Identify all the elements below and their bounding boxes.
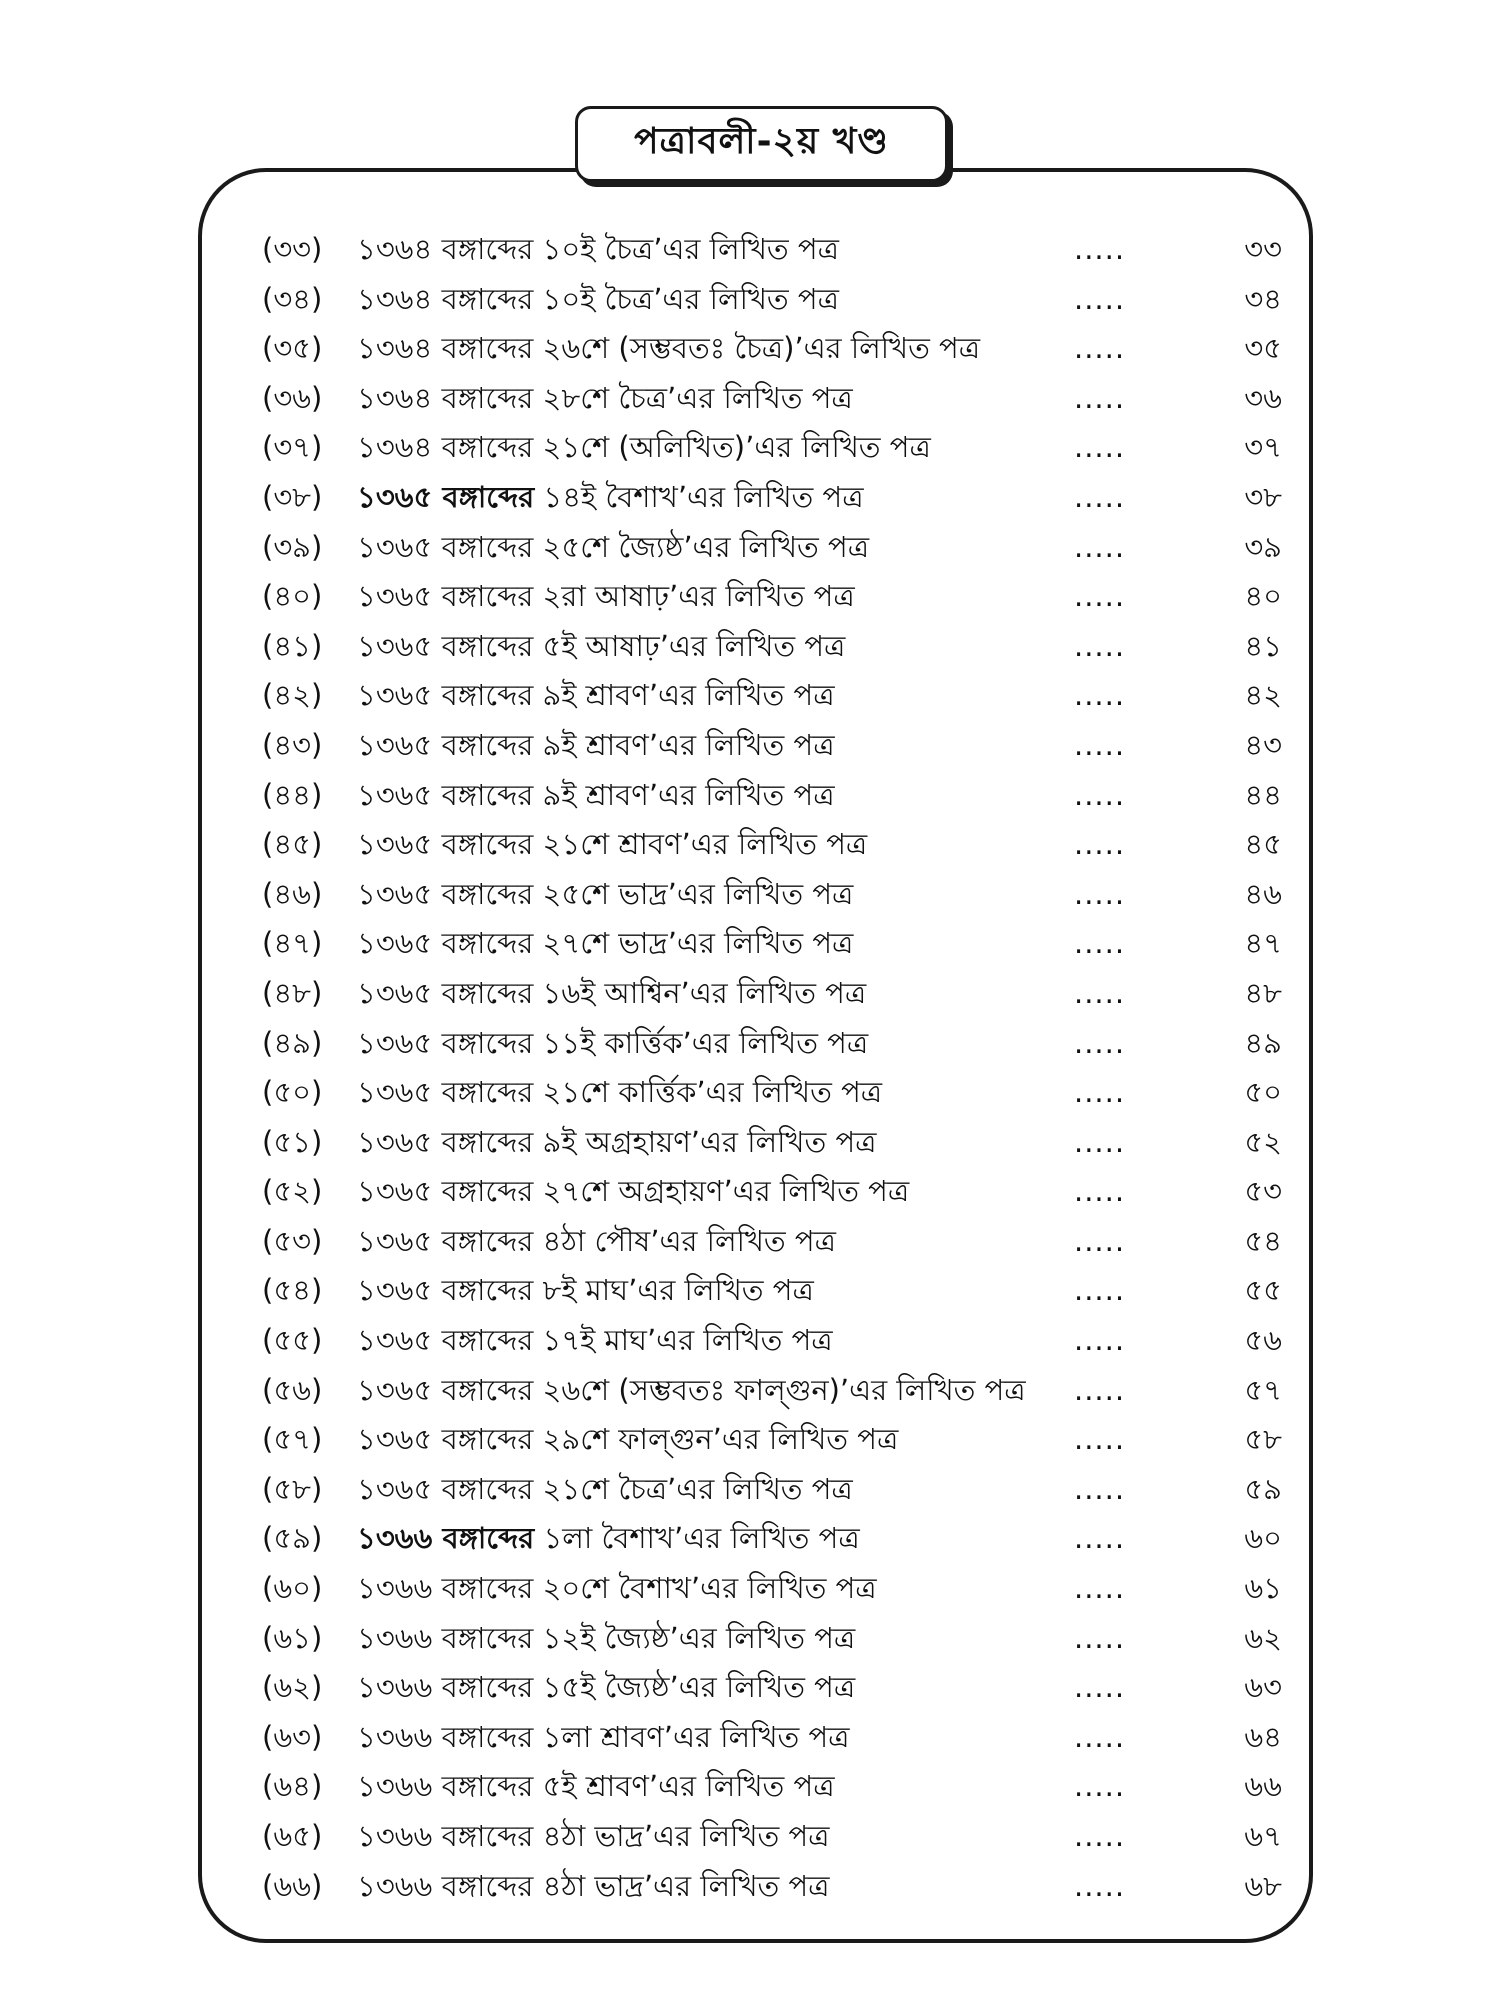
leader-dots: ..... bbox=[1074, 1868, 1126, 1903]
leader-dots: ..... bbox=[1074, 1422, 1126, 1457]
entry-title bbox=[357, 1118, 1067, 1168]
page-number: ৬০ bbox=[1244, 1521, 1282, 1556]
leader-dots: ..... bbox=[1074, 331, 1126, 366]
entry-year: ১৩৬৪ bbox=[357, 281, 433, 316]
leader-dots: ..... bbox=[1074, 926, 1126, 961]
entry-number: (৬৬) bbox=[262, 1868, 323, 1903]
entry-year-bold: ১৩৬৬ বঙ্গাব্দের bbox=[357, 1521, 535, 1556]
toc-entry bbox=[262, 1614, 1292, 1664]
page-number: ৫৫ bbox=[1244, 1273, 1282, 1308]
entry-number: (৫২) bbox=[262, 1174, 323, 1209]
title-box bbox=[575, 106, 948, 182]
entry-number: (৪০) bbox=[262, 579, 323, 614]
toc-entry bbox=[262, 771, 1292, 821]
entry-title bbox=[357, 1266, 1067, 1316]
entry-title bbox=[357, 1217, 1067, 1267]
entry-year: ১৩৬৫ bbox=[357, 579, 433, 614]
entry-year: ১৩৬৫ bbox=[357, 1025, 433, 1060]
entry-number: (৬১) bbox=[262, 1620, 323, 1655]
entry-number: (৩৩) bbox=[262, 232, 323, 266]
entry-description: বঙ্গাব্দের ১৫ই জ্যৈষ্ঠ’এর লিখিত পত্র bbox=[441, 1670, 856, 1705]
page-number: ৬৮ bbox=[1244, 1868, 1282, 1903]
entry-number: (৬৩) bbox=[262, 1719, 323, 1754]
leader-dots: ..... bbox=[1074, 777, 1126, 812]
toc-entry bbox=[262, 1266, 1292, 1316]
page-number: ৪৭ bbox=[1244, 926, 1282, 961]
entry-number: (৩৮) bbox=[262, 479, 323, 514]
entry-year: ১৩৬৪ bbox=[357, 232, 433, 266]
page-number: ৬৬ bbox=[1244, 1769, 1282, 1804]
entry-description: বঙ্গাব্দের ১০ই চৈত্র’এর লিখিত পত্র bbox=[441, 281, 839, 316]
toc-entry bbox=[262, 1019, 1292, 1069]
toc-entry bbox=[262, 523, 1292, 573]
leader-dots: ..... bbox=[1074, 1471, 1126, 1506]
entry-number: (৪২) bbox=[262, 678, 323, 713]
page-number: ৩৪ bbox=[1244, 281, 1282, 316]
entry-number: (৪১) bbox=[262, 628, 323, 663]
entry-number: (৫৩) bbox=[262, 1223, 323, 1258]
entry-number: (৫০) bbox=[262, 1075, 323, 1110]
entry-year: ১৩৬৬ bbox=[357, 1670, 433, 1705]
page-number: ৬২ bbox=[1244, 1620, 1282, 1655]
page-number: ৩৩ bbox=[1244, 232, 1282, 266]
leader-dots: ..... bbox=[1074, 1719, 1126, 1754]
entry-number: (৫৫) bbox=[262, 1323, 323, 1358]
toc-entry bbox=[262, 1514, 1292, 1564]
entry-description: বঙ্গাব্দের ১২ই জ্যৈষ্ঠ’এর লিখিত পত্র bbox=[441, 1620, 856, 1655]
entry-title bbox=[357, 721, 1067, 771]
entry-year: ১৩৬৫ bbox=[357, 827, 433, 862]
page-number: ৩৯ bbox=[1244, 529, 1282, 564]
entry-title bbox=[357, 1019, 1067, 1069]
entry-title bbox=[357, 225, 1067, 275]
entry-title bbox=[357, 1762, 1067, 1812]
leader-dots: ..... bbox=[1074, 876, 1126, 911]
page-number: ৬৩ bbox=[1244, 1670, 1282, 1705]
entry-description: বঙ্গাব্দের ৫ই শ্রাবণ’এর লিখিত পত্র bbox=[441, 1769, 835, 1804]
entry-year-bold: ১৩৬৫ বঙ্গাব্দের bbox=[357, 479, 535, 514]
leader-dots: ..... bbox=[1074, 1075, 1126, 1110]
entry-title bbox=[357, 423, 1067, 473]
table-of-contents bbox=[262, 225, 1292, 1911]
leader-dots: ..... bbox=[1074, 1124, 1126, 1159]
page-number: ৪০ bbox=[1244, 579, 1282, 614]
entry-year: ১৩৬৬ bbox=[357, 1868, 433, 1903]
entry-year: ১৩৬৪ bbox=[357, 430, 433, 465]
page-number: ৫০ bbox=[1244, 1075, 1282, 1110]
entry-year: ১৩৬৫ bbox=[357, 1471, 433, 1506]
entry-number: (৪৩) bbox=[262, 727, 323, 762]
toc-entry bbox=[262, 969, 1292, 1019]
entry-year: ১৩৬৫ bbox=[357, 926, 433, 961]
leader-dots: ..... bbox=[1074, 1223, 1126, 1258]
entry-description: বঙ্গাব্দের ২৫শে জ্যৈষ্ঠ’এর লিখিত পত্র bbox=[441, 529, 870, 564]
entry-year: ১৩৬৫ bbox=[357, 628, 433, 663]
entry-year: ১৩৬৫ bbox=[357, 1273, 433, 1308]
entry-description: ১৪ই বৈশাখ’এর লিখিত পত্র bbox=[543, 479, 864, 514]
entry-description: বঙ্গাব্দের ১৬ই আশ্বিন’এর লিখিত পত্র bbox=[441, 975, 867, 1010]
page-number: ৩৫ bbox=[1244, 331, 1282, 366]
entry-description: বঙ্গাব্দের ২৯শে ফাল্গুন’এর লিখিত পত্র bbox=[441, 1422, 899, 1457]
toc-entry bbox=[262, 1812, 1292, 1862]
entry-description: বঙ্গাব্দের ৯ই অগ্রহায়ণ’এর লিখিত পত্র bbox=[441, 1124, 877, 1159]
toc-entry bbox=[262, 572, 1292, 622]
entry-year: ১৩৬৫ bbox=[357, 1372, 433, 1407]
entry-title bbox=[357, 1167, 1067, 1217]
page-number: ৫৯ bbox=[1244, 1471, 1282, 1506]
leader-dots: ..... bbox=[1074, 827, 1126, 862]
entry-title bbox=[357, 374, 1067, 424]
toc-entry bbox=[262, 1415, 1292, 1465]
entry-year: ১৩৬৪ bbox=[357, 380, 433, 415]
entry-number: (৩৯) bbox=[262, 529, 323, 564]
entry-number: (৩৬) bbox=[262, 380, 323, 415]
entry-number: (৫৭) bbox=[262, 1422, 323, 1457]
entry-title bbox=[357, 523, 1067, 573]
entry-description: বঙ্গাব্দের ২১শে চৈত্র’এর লিখিত পত্র bbox=[441, 1471, 853, 1506]
entry-title bbox=[357, 1614, 1067, 1664]
leader-dots: ..... bbox=[1074, 1769, 1126, 1804]
leader-dots: ..... bbox=[1074, 678, 1126, 713]
entry-description: বঙ্গাব্দের ২১শে কার্ত্তিক’এর লিখিত পত্র bbox=[441, 1075, 883, 1110]
entry-year: ১৩৬৫ bbox=[357, 529, 433, 564]
page-number: ৪৯ bbox=[1244, 1025, 1282, 1060]
entry-title bbox=[357, 1465, 1067, 1515]
leader-dots: ..... bbox=[1074, 232, 1126, 266]
entry-title bbox=[357, 820, 1067, 870]
entry-year: ১৩৬৫ bbox=[357, 727, 433, 762]
entry-title bbox=[357, 1812, 1067, 1862]
page-number: ৪৩ bbox=[1244, 727, 1282, 762]
entry-year: ১৩৬৫ bbox=[357, 1223, 433, 1258]
leader-dots: ..... bbox=[1074, 1819, 1126, 1853]
entry-year: ১৩৬৬ bbox=[357, 1571, 433, 1606]
leader-dots: ..... bbox=[1074, 529, 1126, 564]
entry-number: (৩৪) bbox=[262, 281, 323, 316]
entry-description: বঙ্গাব্দের ১৭ই মাঘ’এর লিখিত পত্র bbox=[441, 1323, 833, 1358]
entry-number: (৫৯) bbox=[262, 1521, 323, 1556]
entry-description: বঙ্গাব্দের ২৬শে (সম্ভবতঃ চৈত্র)’এর লিখিত পত্র bbox=[441, 331, 981, 366]
toc-entry bbox=[262, 1366, 1292, 1416]
toc-entry bbox=[262, 1316, 1292, 1366]
toc-entry bbox=[262, 820, 1292, 870]
toc-entry bbox=[262, 622, 1292, 672]
entry-number: (৫৬) bbox=[262, 1372, 323, 1407]
entry-number: (৪৯) bbox=[262, 1025, 323, 1060]
entry-description: বঙ্গাব্দের ৪ঠা ভাদ্র’এর লিখিত পত্র bbox=[441, 1868, 830, 1903]
toc-entry bbox=[262, 1118, 1292, 1168]
entry-description: বঙ্গাব্দের ২৭শে ভাদ্র’এর লিখিত পত্র bbox=[441, 926, 854, 961]
entry-title bbox=[357, 622, 1067, 672]
leader-dots: ..... bbox=[1074, 1620, 1126, 1655]
entry-description: বঙ্গাব্দের ১লা শ্রাবণ’এর লিখিত পত্র bbox=[441, 1719, 850, 1754]
entry-number: (৪৪) bbox=[262, 777, 323, 812]
toc-entry bbox=[262, 1663, 1292, 1713]
entry-number: (৩৫) bbox=[262, 331, 323, 366]
entry-title bbox=[357, 1068, 1067, 1118]
leader-dots: ..... bbox=[1074, 1372, 1126, 1407]
entry-year: ১৩৬৫ bbox=[357, 1174, 433, 1209]
page-number: ৩৮ bbox=[1244, 479, 1282, 514]
toc-entry bbox=[262, 423, 1292, 473]
entry-title bbox=[357, 1713, 1067, 1763]
page-number: ৩৬ bbox=[1244, 380, 1282, 415]
entry-year: ১৩৬৪ bbox=[357, 331, 433, 366]
page-number: ৫৭ bbox=[1244, 1372, 1282, 1407]
entry-number: (৬০) bbox=[262, 1571, 323, 1606]
toc-entry bbox=[262, 1713, 1292, 1763]
toc-entry bbox=[262, 1465, 1292, 1515]
leader-dots: ..... bbox=[1074, 1670, 1126, 1705]
entry-year: ১৩৬৬ bbox=[357, 1719, 433, 1754]
leader-dots: ..... bbox=[1074, 1174, 1126, 1209]
entry-year: ১৩৬৫ bbox=[357, 1422, 433, 1457]
entry-year: ১৩৬৫ bbox=[357, 777, 433, 812]
entry-description: বঙ্গাব্দের ১০ই চৈত্র’এর লিখিত পত্র bbox=[441, 232, 839, 266]
page-number: ৩৭ bbox=[1244, 430, 1282, 465]
entry-year: ১৩৬৫ bbox=[357, 1075, 433, 1110]
entry-year: ১৩৬৬ bbox=[357, 1620, 433, 1655]
toc-entry bbox=[262, 374, 1292, 424]
entry-title bbox=[357, 1862, 1067, 1912]
entry-title bbox=[357, 1316, 1067, 1366]
toc-entry bbox=[262, 1564, 1292, 1614]
entry-number: (৬৪) bbox=[262, 1769, 323, 1804]
entry-title bbox=[357, 1366, 1067, 1416]
page-number: ৬৭ bbox=[1244, 1819, 1282, 1853]
toc-entry bbox=[262, 1217, 1292, 1267]
entry-description: বঙ্গাব্দের ২১শে শ্রাবণ’এর লিখিত পত্র bbox=[441, 827, 868, 862]
entry-description: বঙ্গাব্দের ৯ই শ্রাবণ’এর লিখিত পত্র bbox=[441, 777, 835, 812]
toc-entry bbox=[262, 919, 1292, 969]
entry-title bbox=[357, 572, 1067, 622]
entry-year: ১৩৬৬ bbox=[357, 1769, 433, 1804]
entry-title bbox=[357, 473, 1067, 523]
toc-entry bbox=[262, 225, 1292, 275]
entry-number: (৫৪) bbox=[262, 1273, 323, 1308]
entry-description: বঙ্গাব্দের ২১শে (অলিখিত)’এর লিখিত পত্র bbox=[441, 430, 931, 465]
entry-number: (৫১) bbox=[262, 1124, 323, 1159]
entry-description: বঙ্গাব্দের ২৬শে (সম্ভবতঃ ফাল্গুন)’এর লিখিত পত্র bbox=[441, 1372, 1026, 1407]
page-number: ৫৬ bbox=[1244, 1323, 1282, 1358]
entry-description: বঙ্গাব্দের ২৫শে ভাদ্র’এর লিখিত পত্র bbox=[441, 876, 854, 911]
page-number: ৬৪ bbox=[1244, 1719, 1282, 1754]
entry-title bbox=[357, 324, 1067, 374]
entry-description: বঙ্গাব্দের ১১ই কার্ত্তিক’এর লিখিত পত্র bbox=[441, 1025, 869, 1060]
entry-number: (৪৫) bbox=[262, 827, 323, 862]
entry-number: (৪৮) bbox=[262, 975, 323, 1010]
page-number: ৪৬ bbox=[1244, 876, 1282, 911]
leader-dots: ..... bbox=[1074, 727, 1126, 762]
page-number: ৪৫ bbox=[1244, 827, 1282, 862]
entry-description: বঙ্গাব্দের ২রা আষাঢ়’এর লিখিত পত্র bbox=[441, 579, 855, 614]
leader-dots: ..... bbox=[1074, 479, 1126, 514]
leader-dots: ..... bbox=[1074, 380, 1126, 415]
entry-description: বঙ্গাব্দের ৫ই আষাঢ়’এর লিখিত পত্র bbox=[441, 628, 846, 663]
entry-year: ১৩৬৫ bbox=[357, 678, 433, 713]
entry-number: (৪৬) bbox=[262, 876, 323, 911]
leader-dots: ..... bbox=[1074, 1273, 1126, 1308]
leader-dots: ..... bbox=[1074, 975, 1126, 1010]
page-number: ৬১ bbox=[1244, 1571, 1282, 1606]
entry-description: বঙ্গাব্দের ২৭শে অগ্রহায়ণ’এর লিখিত পত্র bbox=[441, 1174, 910, 1209]
toc-entry bbox=[262, 1167, 1292, 1217]
entry-number: (৬৫) bbox=[262, 1819, 323, 1853]
entry-title bbox=[357, 870, 1067, 920]
entry-title bbox=[357, 671, 1067, 721]
entry-description: ১লা বৈশাখ’এর লিখিত পত্র bbox=[543, 1521, 860, 1556]
entry-year: ১৩৬৫ bbox=[357, 876, 433, 911]
entry-description: বঙ্গাব্দের ৯ই শ্রাবণ’এর লিখিত পত্র bbox=[441, 727, 835, 762]
entry-description: বঙ্গাব্দের ৮ই মাঘ’এর লিখিত পত্র bbox=[441, 1273, 814, 1308]
entry-title bbox=[357, 275, 1067, 325]
toc-entry bbox=[262, 671, 1292, 721]
entry-title bbox=[357, 1564, 1067, 1614]
entry-description: বঙ্গাব্দের ৪ঠা পৌষ’এর লিখিত পত্র bbox=[441, 1223, 836, 1258]
toc-entry bbox=[262, 1762, 1292, 1812]
page-number: ৫৪ bbox=[1244, 1223, 1282, 1258]
leader-dots: ..... bbox=[1074, 1521, 1126, 1556]
entry-title bbox=[357, 919, 1067, 969]
entry-year: ১৩৬৫ bbox=[357, 1323, 433, 1358]
page-number: ৪৪ bbox=[1244, 777, 1282, 812]
entry-title bbox=[357, 1514, 1067, 1564]
entry-title bbox=[357, 1663, 1067, 1713]
leader-dots: ..... bbox=[1074, 1571, 1126, 1606]
toc-entry bbox=[262, 1068, 1292, 1118]
leader-dots: ..... bbox=[1074, 628, 1126, 663]
entry-year: ১৩৬৫ bbox=[357, 975, 433, 1010]
entry-title bbox=[357, 1415, 1067, 1465]
entry-number: (৪৭) bbox=[262, 926, 323, 961]
entry-number: (৬২) bbox=[262, 1670, 323, 1705]
entry-description: বঙ্গাব্দের ২৮শে চৈত্র’এর লিখিত পত্র bbox=[441, 380, 853, 415]
toc-entry bbox=[262, 721, 1292, 771]
entry-description: বঙ্গাব্দের ২০শে বৈশাখ’এর লিখিত পত্র bbox=[441, 1571, 877, 1606]
entry-title bbox=[357, 969, 1067, 1019]
entry-title bbox=[357, 771, 1067, 821]
page-number: ৫২ bbox=[1244, 1124, 1282, 1159]
entry-year: ১৩৬৫ bbox=[357, 1124, 433, 1159]
entry-description: বঙ্গাব্দের ৪ঠা ভাদ্র’এর লিখিত পত্র bbox=[441, 1819, 830, 1853]
leader-dots: ..... bbox=[1074, 1025, 1126, 1060]
toc-entry bbox=[262, 324, 1292, 374]
entry-number: (৩৭) bbox=[262, 430, 323, 465]
entry-description: বঙ্গাব্দের ৯ই শ্রাবণ’এর লিখিত পত্র bbox=[441, 678, 835, 713]
toc-entry bbox=[262, 275, 1292, 325]
toc-entry bbox=[262, 473, 1292, 523]
toc-entry bbox=[262, 870, 1292, 920]
entry-year: ১৩৬৬ bbox=[357, 1819, 433, 1853]
toc-entry bbox=[262, 1862, 1292, 1912]
leader-dots: ..... bbox=[1074, 430, 1126, 465]
leader-dots: ..... bbox=[1074, 579, 1126, 614]
leader-dots: ..... bbox=[1074, 1323, 1126, 1358]
entry-number: (৫৮) bbox=[262, 1471, 323, 1506]
page-number: ৪২ bbox=[1244, 678, 1282, 713]
leader-dots: ..... bbox=[1074, 281, 1126, 316]
page-number: ৪৮ bbox=[1244, 975, 1282, 1010]
page-title: পত্রাবলী-২য় খণ্ড bbox=[634, 121, 889, 162]
page-number: ৫৩ bbox=[1244, 1174, 1282, 1209]
page-number: ৪১ bbox=[1244, 628, 1282, 663]
page-number: ৫৮ bbox=[1244, 1422, 1282, 1457]
